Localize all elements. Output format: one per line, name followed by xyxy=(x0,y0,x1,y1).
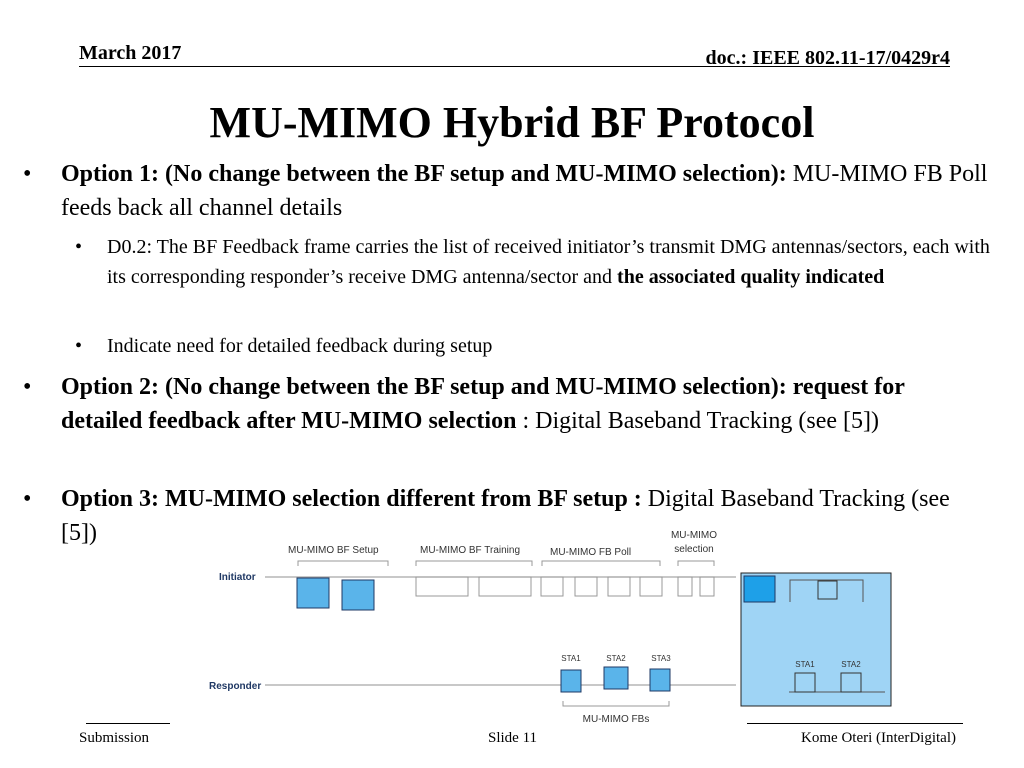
bullet-dot: • xyxy=(75,236,83,258)
bullet-text: D0.2: The BF Feedback frame carries the list of received initiator’s transmit DMG antennas/sectors, each with its corresponding responder’s receive DMG antenna/sector and xyxy=(107,236,990,288)
sta2-label: STA2 xyxy=(606,654,626,663)
bullet-dot: • xyxy=(23,486,32,512)
poll-frames xyxy=(541,577,662,596)
footer-author: Kome Oteri (InterDigital) xyxy=(801,730,956,746)
slide-title: MU-MIMO Hybrid BF Protocol xyxy=(209,98,815,147)
poll-frame-4 xyxy=(640,577,662,596)
label-fb-poll: MU-MIMO FB Poll xyxy=(550,547,632,558)
bullet-bold: Option 1: (No change between the BF setup and MU-MIMO selection): xyxy=(61,161,787,187)
responder-label: Responder xyxy=(209,681,262,692)
bullet-dot: • xyxy=(23,161,32,187)
bullet-bold: the associated quality indicated xyxy=(617,266,885,288)
selection-frames xyxy=(678,577,714,596)
selection-frame-1 xyxy=(678,577,692,596)
panel-initiator-frame xyxy=(744,576,775,602)
sta-labels xyxy=(561,654,671,663)
fb-frame-sta3 xyxy=(650,669,670,691)
bracket-poll xyxy=(542,561,660,566)
bracket-training xyxy=(416,561,532,566)
selection-frame-2 xyxy=(700,577,714,596)
bullet-dot: • xyxy=(75,335,83,357)
diagram-labels xyxy=(288,530,717,558)
setup-frames xyxy=(297,578,374,610)
setup-frame-2 xyxy=(342,580,374,610)
label-bf-training: MU-MIMO BF Training xyxy=(420,545,521,556)
bracket-selection xyxy=(678,561,714,566)
label-selection-1: MU-MIMO xyxy=(670,530,718,541)
label-bf-setup: MU-MIMO BF Setup xyxy=(288,545,379,556)
bullet-dot: • xyxy=(23,374,32,400)
initiator-label: Initiator xyxy=(219,572,256,583)
bullet-text: Digital Baseband Tracking (see [5]) xyxy=(61,486,950,546)
setup-frame-1 xyxy=(297,578,329,608)
sta3-label: STA3 xyxy=(651,654,671,663)
sta1-label: STA1 xyxy=(561,654,581,663)
panel-sta1-label: STA1 xyxy=(795,660,815,669)
panel-sta2-label: STA2 xyxy=(841,660,861,669)
bracket-fbs xyxy=(563,701,669,706)
bullet-text: : Digital Baseband Tracking (see [5]) xyxy=(516,408,880,434)
poll-frame-3 xyxy=(608,577,630,596)
label-selection-2: selection xyxy=(674,544,714,555)
header-date: March 2017 xyxy=(79,42,182,64)
bullet-text: MU-MIMO FB Poll feeds back all channel details xyxy=(61,161,988,221)
poll-frame-2 xyxy=(575,577,597,596)
bullet-bold: Option 2: (No change between the BF setup and MU-MIMO selection): request for detailed feedback after MU-MIMO selection xyxy=(61,374,905,434)
bullet-bold: Option 3: MU-MIMO selection different from BF setup : xyxy=(61,486,642,512)
bracket-setup xyxy=(298,561,388,566)
fb-frame-sta1 xyxy=(561,670,581,692)
footer-submission: Submission xyxy=(79,730,150,746)
training-frame-2 xyxy=(479,577,531,596)
option3-panel xyxy=(741,573,891,706)
footer-rule-right xyxy=(747,723,963,724)
bullet-text: Indicate need for detailed feedback during setup xyxy=(107,335,493,357)
training-frame-1 xyxy=(416,577,468,596)
poll-frame-1 xyxy=(541,577,563,596)
feedback-frames xyxy=(561,667,670,692)
training-frames xyxy=(416,577,531,596)
fb-frame-sta2 xyxy=(604,667,628,689)
footer-rule-left xyxy=(86,723,170,724)
fbs-label: MU-MIMO FBs xyxy=(582,714,650,725)
header-doc-id: doc.: IEEE 802.11-17/0429r4 xyxy=(705,47,950,69)
footer-slide-number: Slide 11 xyxy=(488,730,538,746)
